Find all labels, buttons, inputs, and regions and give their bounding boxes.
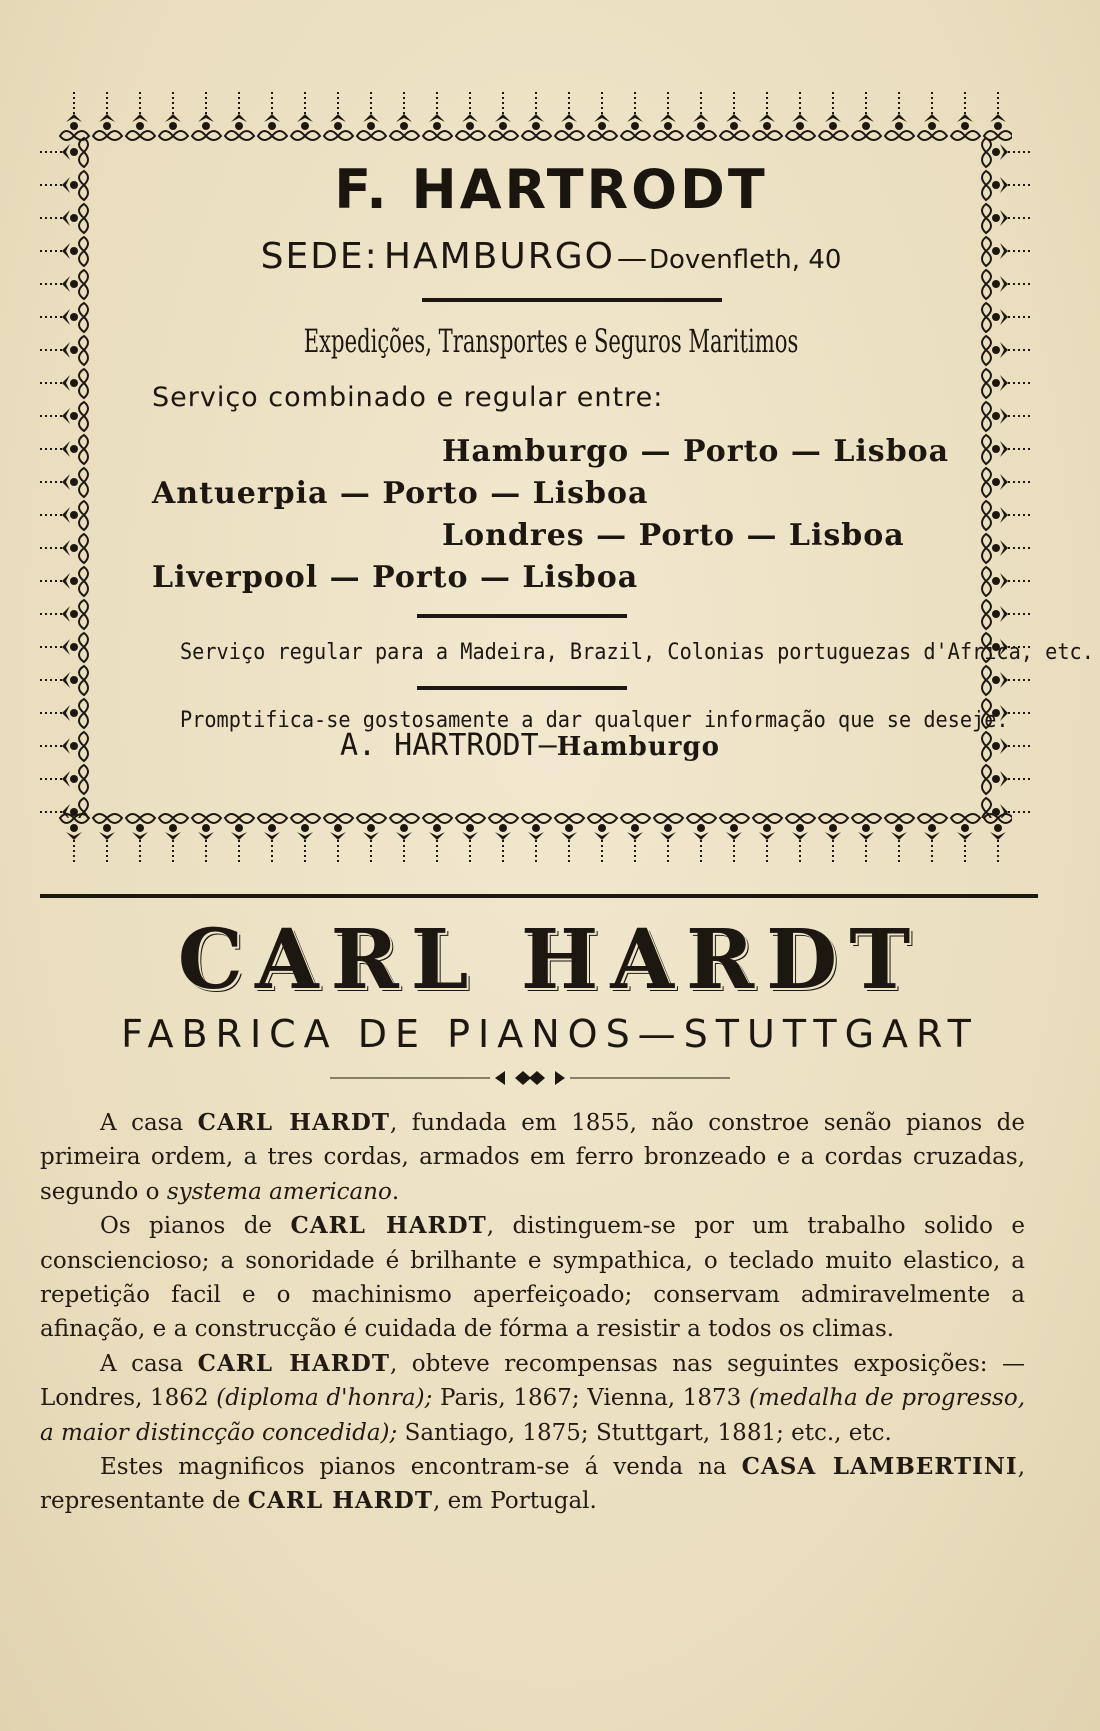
hardt-body	[40, 1106, 1025, 1519]
advert-info: Promptifica-se gostosamente a dar qualquer informação que se deseje.	[180, 708, 1009, 733]
route-hamburgo: Hamburgo — Porto — Lisboa	[442, 434, 950, 469]
signature-name: A. HARTRODT—	[340, 728, 557, 763]
text: , fundada em 1855, não constroe senão pianos de primeira ordem, a tres cordas, armados em ferro bronzeado e a cordas cruzadas, segundo o	[40, 1110, 1025, 1205]
ornamental-border-top	[58, 92, 1012, 146]
ornament-divider	[330, 1068, 730, 1088]
route-antuerpia: Antuerpia — Porto — Lisboa	[152, 476, 649, 511]
paragraph	[40, 1450, 1025, 1519]
text: Os pianos de	[100, 1213, 291, 1240]
text: Estes magnificos pianos encontram-se á venda na	[100, 1454, 742, 1481]
advert-seat	[152, 236, 950, 277]
company-name: CASA LAMBERTINI	[741, 1453, 1018, 1481]
rule	[417, 686, 627, 690]
text: A casa	[100, 1110, 198, 1136]
seat-dash: —	[616, 241, 647, 276]
advert-regular: Serviço regular para a Madeira, Brazil, Colonias portuguezas d'Africa, etc.	[180, 640, 1094, 665]
text: , representante de	[40, 1454, 1025, 1515]
route-londres: Londres — Porto — Lisboa	[442, 518, 905, 553]
seat-address: Dovenfleth, 40	[648, 245, 842, 275]
paragraph	[40, 1347, 1025, 1450]
advert-title: F. HARTRODT	[334, 158, 768, 221]
text: , distinguem-se por um trabalho solido e consciencioso; a sonoridade é brilhante e sympathica, o teclado muito elastico, a repetição facil e o machinismo aperfeiçoado; conservam admiravelmente a afinação, e a construcção é cuidada de fórma a resistir a todos os climas.	[40, 1213, 1025, 1343]
rule	[417, 614, 627, 618]
company-name: CARL HARDT	[197, 1349, 390, 1377]
rule	[422, 298, 722, 302]
section-divider	[40, 894, 1038, 898]
seat-label: SEDE:	[260, 236, 379, 277]
hardt-title: CARL HARDT	[177, 912, 923, 1008]
text: .	[391, 1178, 400, 1205]
ornamental-border-left	[40, 136, 108, 818]
company-name: CARL HARDT	[247, 1487, 433, 1515]
italic-text: (medalha de progresso, a maior distincção concedida);	[40, 1385, 1026, 1446]
paragraph	[40, 1106, 1025, 1209]
advert-signature	[340, 728, 720, 763]
advert-frame	[40, 92, 1094, 862]
advert-services: Expedições, Transportes e Seguros Maritimos	[303, 322, 799, 360]
text: , obteve recompensas nas seguintes exposições: —Londres, 1862	[40, 1350, 1025, 1412]
italic-text: (diploma d'honra);	[216, 1385, 433, 1412]
text: Paris, 1867; Vienna, 1873	[432, 1385, 749, 1412]
text: A casa	[100, 1350, 198, 1377]
ornamental-border-bottom	[58, 808, 1012, 862]
company-name: CARL HARDT	[290, 1212, 487, 1240]
seat-city: HAMBURGO	[383, 236, 615, 277]
paragraph	[40, 1209, 1025, 1347]
company-name: CARL HARDT	[197, 1109, 390, 1136]
text: , em Portugal.	[432, 1488, 597, 1515]
advert-combined: Serviço combinado e regular entre:	[152, 382, 664, 413]
italic-text: systema americano	[166, 1178, 392, 1205]
hardt-subtitle: FABRICA DE PIANOS—STUTTGART	[121, 1012, 979, 1056]
advert-content	[152, 150, 1094, 804]
route-liverpool: Liverpool — Porto — Lisboa	[152, 560, 639, 595]
text: Santiago, 1875; Stuttgart, 1881; etc., etc.	[397, 1419, 892, 1446]
signature-city: Hamburgo	[556, 732, 720, 762]
